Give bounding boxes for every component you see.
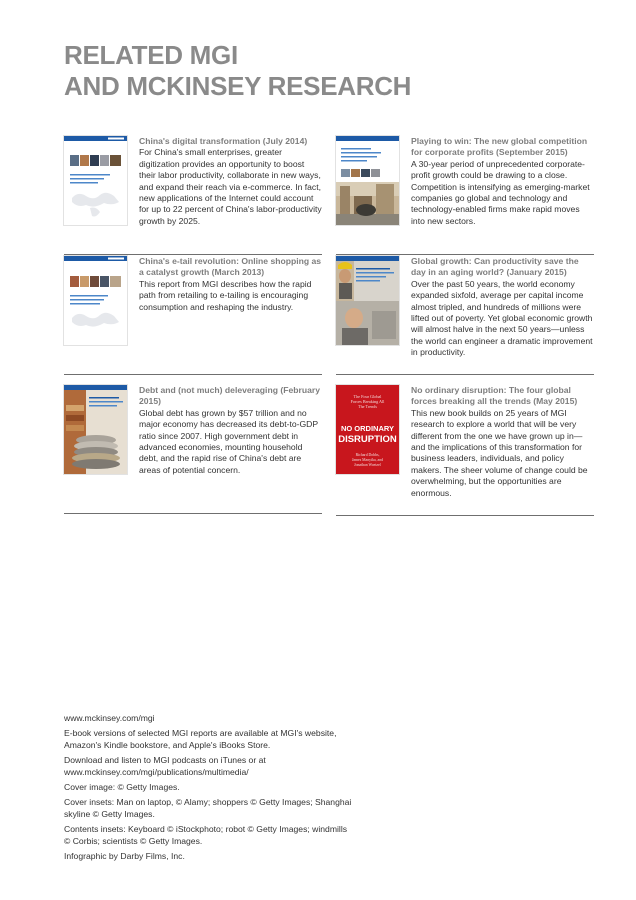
report-text [139, 256, 322, 313]
report-heading[interactable]: Global growth: Can productivity save the day in an aging world? (January 2015) [411, 256, 579, 278]
report-cover-china-etail-icon[interactable] [64, 256, 127, 345]
report-description: This report from MGI describes how the rapid path from retailing to e-tailing is encouraging consumption and reshaping the industry. [139, 278, 312, 312]
cover-image-credit: Cover image: © Getty Images. [64, 782, 180, 793]
report-cover-global-growth-icon[interactable] [336, 256, 399, 345]
report-text [139, 136, 322, 227]
book-cover-subtitle-line3: The Trends [358, 404, 377, 409]
book-cover-title-line1: NO ORDINARY [340, 424, 395, 433]
book-cover-no-ordinary-disruption-icon[interactable] [336, 385, 399, 474]
report-text [139, 385, 322, 476]
page-title [64, 40, 411, 102]
report-cover-china-digital-icon[interactable] [64, 136, 127, 225]
report-heading[interactable]: China's digital transformation (July 2014) [139, 136, 308, 146]
book-cover-author2: James Manyika, and [351, 458, 384, 462]
report-cover-debt-deleveraging-icon[interactable] [64, 385, 127, 474]
related-report-global-growth[interactable] [336, 256, 594, 375]
report-description: For China's small enterprises, greater digitization provides an opportunity to boost their labor productivity, collaborate in new ways, and expand their reach via e-commerce. In fact, new applications of the Internet could account for up to 22 percent of China's labor-productivity growth by 2025. [139, 147, 322, 226]
report-description: This new book builds on 25 years of MGI research to explore a world that will be very different from the one we have grown up in—and the implications of this transformation for business leaders, individuals, and policy makers. The sheer volume of change could be overwhelming, but the opportunities are enormous. [411, 407, 588, 498]
report-description: Over the past 50 years, the world economy expanded sixfold, average per capital income almost tripled, and hundreds of millions were lifted out of poverty. Yet global economic growth will almost halve in the next 50 years—unless the world can engineer a dramatic improvement in productivity. [411, 278, 593, 358]
related-report-china-digital[interactable] [64, 136, 322, 255]
related-report-playing-to-win[interactable] [336, 136, 594, 255]
website-link[interactable]: www.mckinsey.com/mgi [64, 713, 155, 723]
report-heading[interactable]: China's e-tail revolution: Online shopping as a catalyst growth (March 2013) [139, 256, 322, 278]
infographic-credit: Infographic by Darby Films, Inc. [64, 851, 185, 862]
colophon [64, 713, 354, 866]
report-text [411, 385, 594, 499]
page-title-line2: AND MCKINSEY RESEARCH [64, 71, 412, 101]
book-cover-author3: Jonathan Woetzel [354, 463, 381, 467]
related-report-debt-deleveraging[interactable] [64, 385, 322, 514]
report-heading[interactable]: Playing to win: The new global competition for corporate profits (September 2015) [411, 136, 588, 158]
report-text [411, 136, 594, 227]
podcast-note: Download and listen to MGI podcasts on iTunes or at www.mckinsey.com/mgi/publications/multimedia/ [64, 755, 266, 777]
cover-insets-credit: Cover insets: Man on laptop, © Alamy; shoppers © Getty Images; Shanghai skyline © Getty Images. [64, 797, 352, 819]
book-cover-title-line2: DISRUPTION [338, 434, 397, 445]
book-cover-author1: Richard Dobbs, [355, 453, 380, 457]
ebook-note: E-book versions of selected MGI reports are available at MGI's website, Amazon's Kindle bookstore, and Apple's iBooks Store. [64, 728, 337, 750]
report-text [411, 256, 594, 359]
report-heading[interactable]: Debt and (not much) deleveraging (February 2015) [139, 385, 320, 407]
page-title-line1: RELATED MGI [64, 40, 238, 70]
book-cover-subtitle-line2: Forces Breaking All [350, 399, 385, 404]
contents-insets-credit: Contents insets: Keyboard © iStockphoto; robot © Getty Images; windmills © Corbis; scientists © Getty Images. [64, 824, 348, 846]
report-heading[interactable]: No ordinary disruption: The four global forces breaking all the trends (May 2015) [411, 385, 578, 407]
related-book-no-ordinary-disruption[interactable] [336, 385, 594, 516]
related-report-china-etail[interactable] [64, 256, 322, 375]
book-cover-subtitle-line1: The Four Global [353, 394, 382, 399]
report-cover-playing-to-win-icon[interactable] [336, 136, 399, 225]
report-description: A 30-year period of unprecedented corporate-profit growth could be drawing to a close. Competition is intensifying as emerging-market companies go global and technology and technology-enabled firms make rapid moves into new sectors. [411, 158, 590, 226]
report-description: Global debt has grown by $57 trillion and no major economy has decreased its debt-to-GDP ratio since 2007. High government debt in advanced economies, mounting household debt, and the rapid rise of China's debt are areas of potential concern. [139, 407, 318, 475]
